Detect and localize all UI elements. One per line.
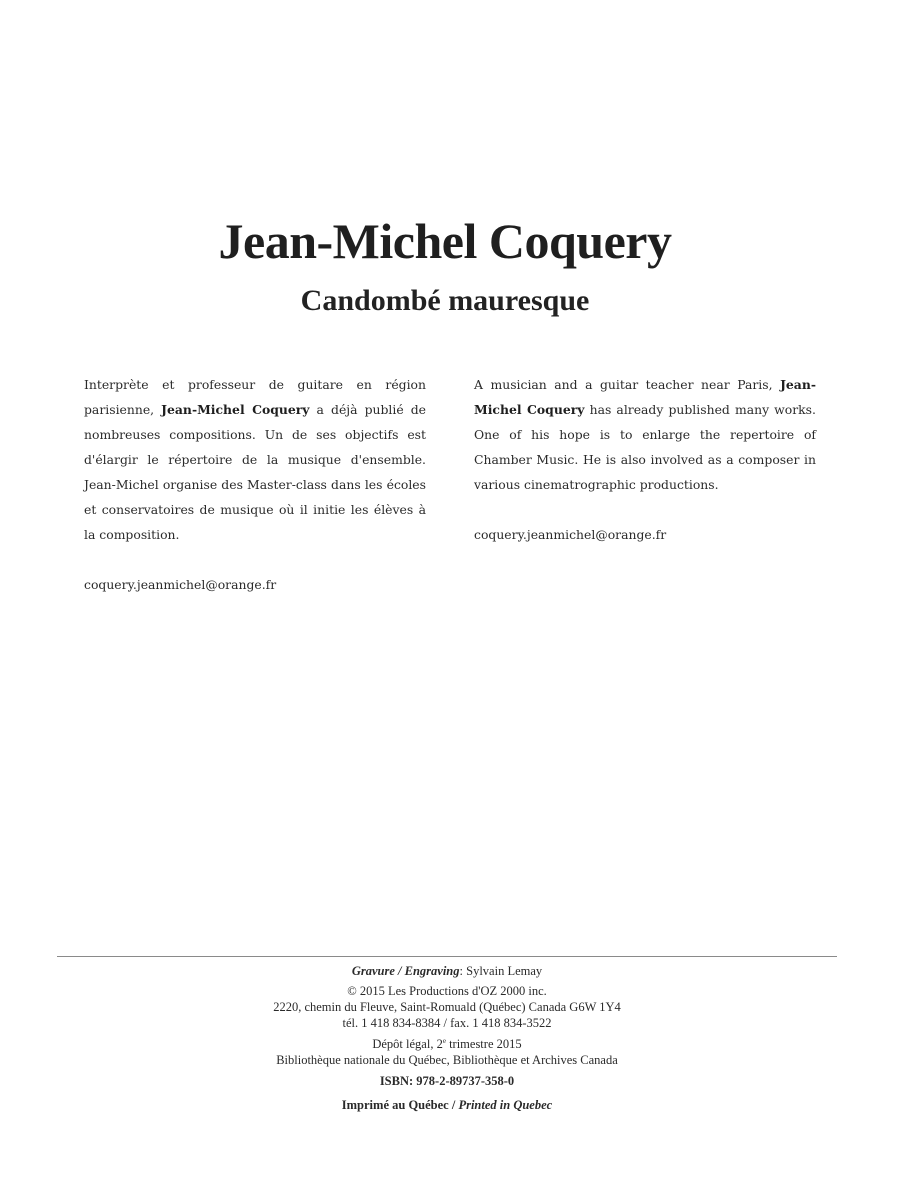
biography-english [474, 372, 816, 547]
piece-title: Candombé mauresque [300, 284, 590, 317]
engraving-label-en: Engraving [404, 964, 460, 978]
isbn: ISBN: 978-2-89737-358-0 [379, 1074, 515, 1088]
email-en: coquery.jeanmichel@orange.fr [474, 527, 667, 542]
composer-name-title: Jean-Michel Coquery [218, 213, 672, 269]
bio-text-en-start: A musician and a guitar teacher near Paris, [474, 377, 781, 392]
engraver-name: Sylvain Lemay [466, 964, 543, 978]
copyright-line: © 2015 Les Productions d'OZ 2000 inc. [347, 984, 547, 998]
isbn-line [0, 1073, 894, 1089]
bio-text-en-end: has already published many works. One of his hope is to enlarge the repertoire of Chamber Music. He is also involved as a composer in various cinematrographic productions. [474, 402, 816, 492]
printed-line [0, 1097, 894, 1113]
bio-paragraph-en [474, 372, 816, 497]
bio-text-fr-end: a déjà publié de nombreuses compositions. Un de ses objectifs est d'élargir le répertoire de la musique d'ensemble. Jean-Michel organise des Master-class dans les écoles et conservatoires de musique où il initie les élèves à la composition. [84, 402, 426, 542]
legal-sup: e [442, 1036, 446, 1045]
biography-french [84, 372, 426, 597]
printed-fr: Imprimé au Québec / [341, 1098, 459, 1112]
engraving-sep: : [459, 964, 467, 978]
phone-line: tél. 1 418 834-8384 / fax. 1 418 834-3522 [342, 1016, 552, 1030]
email-fr: coquery.jeanmichel@orange.fr [84, 577, 277, 592]
address-line: 2220, chemin du Fleuve, Saint-Romuald (Québec) Canada G6W 1Y4 [273, 1000, 621, 1014]
legal-deposit-line [0, 1036, 894, 1052]
libraries-line: Bibliothèque nationale du Québec, Bibliothèque et Archives Canada [276, 1053, 618, 1067]
engraving-label-fr: Gravure / [351, 964, 405, 978]
bio-text-fr-start: Interprète et professeur de guitare en région parisienne, [84, 377, 426, 417]
printed-en: Printed in Quebec [458, 1098, 553, 1112]
publisher-footer [0, 963, 894, 1113]
footer-divider [57, 956, 837, 957]
bio-name-en: Jean-Michel Coquery [474, 377, 816, 417]
bio-name-fr: Jean-Michel Coquery [161, 402, 310, 417]
bio-paragraph-fr [84, 372, 426, 547]
legal-prefix: Dépôt légal, 2 [372, 1037, 443, 1051]
legal-suffix: trimestre 2015 [445, 1037, 522, 1051]
engraving-credit [0, 963, 894, 979]
